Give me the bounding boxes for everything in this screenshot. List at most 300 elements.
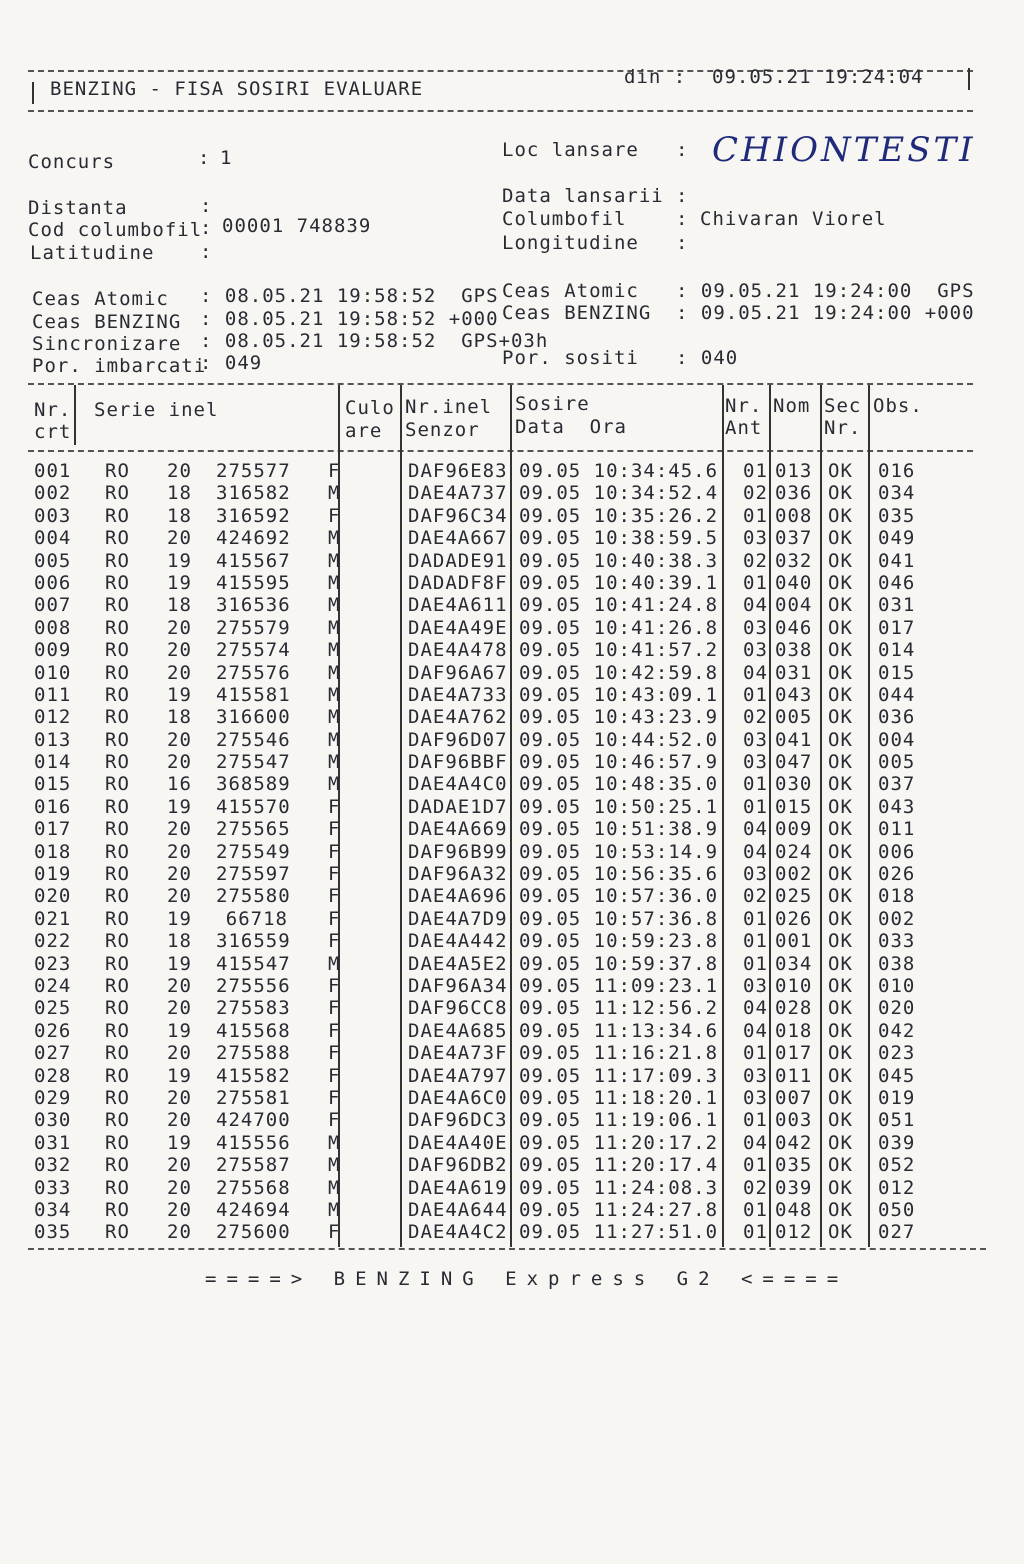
- cell-serie-an: 20: [167, 728, 192, 751]
- cell-serie-tara: RO: [105, 661, 130, 684]
- ceas-atomic-left-value: : 08.05.21 19:58:52 GPS: [200, 285, 499, 307]
- cell-sec-nr: OK: [828, 728, 853, 751]
- cell-nr-inel-senzor: DAE4A685: [408, 1019, 508, 1042]
- cell-serie-tara: RO: [105, 683, 130, 706]
- cell-sec-nr: OK: [828, 818, 853, 841]
- cell-sosire-data-ora: 09.05 10:41:57.2: [519, 639, 719, 662]
- cell-sex: F: [328, 863, 341, 886]
- cell-nom: 012: [775, 1221, 813, 1244]
- cell-serie-an: 18: [167, 504, 192, 527]
- cell-nr-crt: 032: [34, 1154, 72, 1177]
- cell-serie-numar: 275597: [216, 863, 291, 886]
- table-row: [30, 729, 980, 751]
- cell-serie-tara: RO: [105, 1042, 130, 1065]
- cell-serie-an: 18: [167, 594, 192, 617]
- cell-sex: M: [328, 594, 341, 617]
- cell-sec-nr: OK: [828, 1131, 853, 1154]
- printer-footer: ====> BENZING Express G2 <====: [205, 1268, 849, 1290]
- header-sec-nr: Nr.: [824, 417, 862, 439]
- cell-serie-numar: 275577: [216, 460, 291, 482]
- cell-nr-crt: 016: [34, 795, 72, 818]
- cell-nom: 041: [775, 728, 813, 751]
- cell-sosire-data-ora: 09.05 10:59:23.8: [519, 930, 719, 953]
- cell-serie-numar: 316600: [216, 706, 291, 729]
- cell-sex: M: [328, 728, 341, 751]
- concurs-label: Concurs: [28, 151, 116, 173]
- cell-nr-ant: 01: [743, 683, 768, 706]
- col-sep-crt-header: [74, 385, 76, 445]
- cell-nr-inel-senzor: DAE4A669: [408, 818, 508, 841]
- table-row: [30, 997, 980, 1019]
- cell-nr-inel-senzor: DAF96A67: [408, 661, 508, 684]
- cell-serie-an: 19: [167, 795, 192, 818]
- cell-serie-tara: RO: [105, 482, 130, 505]
- cell-nr-inel-senzor: DAE4A5E2: [408, 952, 508, 975]
- cell-sex: M: [328, 482, 341, 505]
- cell-sex: F: [328, 1042, 341, 1065]
- cell-sex: M: [328, 549, 341, 572]
- cell-obs: 014: [878, 639, 916, 662]
- cell-nr-inel-senzor: DADAE1D7: [408, 795, 508, 818]
- cell-sex: F: [328, 997, 341, 1020]
- header-sec: Sec: [824, 395, 862, 417]
- cell-nr-ant: 03: [743, 616, 768, 639]
- cell-serie-an: 20: [167, 863, 192, 886]
- cell-serie-numar: 275576: [216, 661, 291, 684]
- cell-sex: M: [328, 952, 341, 975]
- cell-sex: F: [328, 930, 341, 953]
- header-ant: Ant: [725, 417, 763, 439]
- cell-sec-nr: OK: [828, 751, 853, 774]
- table-row: [30, 1132, 980, 1154]
- cell-nom: 003: [775, 1109, 813, 1132]
- table-bottom-border: [28, 1248, 986, 1250]
- cell-nr-inel-senzor: DAE4A667: [408, 527, 508, 550]
- cell-sec-nr: OK: [828, 683, 853, 706]
- header-nr: Nr.: [34, 399, 72, 421]
- cell-nom: 017: [775, 1042, 813, 1065]
- cell-sosire-data-ora: 09.05 11:16:21.8: [519, 1042, 719, 1065]
- cell-nr-ant: 04: [743, 594, 768, 617]
- ceas-atomic-right-value: : 09.05.21 19:24:00 GPS: [676, 280, 975, 302]
- cell-nr-crt: 017: [34, 818, 72, 841]
- cell-sec-nr: OK: [828, 1109, 853, 1132]
- table-row: [30, 1199, 980, 1221]
- table-row: [30, 1087, 980, 1109]
- cell-serie-an: 20: [167, 1221, 192, 1244]
- header-nr-ant: Nr.: [725, 395, 763, 417]
- cell-nom: 031: [775, 661, 813, 684]
- cell-nom: 030: [775, 773, 813, 796]
- cell-obs: 017: [878, 616, 916, 639]
- cell-sec-nr: OK: [828, 974, 853, 997]
- cell-serie-an: 20: [167, 460, 192, 482]
- cell-sec-nr: OK: [828, 616, 853, 639]
- table-row: [30, 1154, 980, 1176]
- header-serie-inel: Serie inel: [94, 399, 219, 421]
- cell-serie-an: 19: [167, 571, 192, 594]
- table-row: [30, 572, 980, 594]
- cell-obs: 019: [878, 1086, 916, 1109]
- cell-nr-ant: 01: [743, 460, 768, 482]
- cell-serie-tara: RO: [105, 751, 130, 774]
- cell-sec-nr: OK: [828, 795, 853, 818]
- cell-nom: 043: [775, 683, 813, 706]
- table-row: [30, 639, 980, 661]
- cell-nom: 024: [775, 840, 813, 863]
- cell-serie-numar: 424694: [216, 1198, 291, 1221]
- table-row: [30, 930, 980, 952]
- cell-sec-nr: OK: [828, 460, 853, 482]
- cell-serie-numar: 316559: [216, 930, 291, 953]
- cell-nr-ant: 04: [743, 661, 768, 684]
- header-data-ora: Data Ora: [515, 416, 627, 438]
- loc-lansare-handwritten: CHIONTESTI: [712, 130, 976, 170]
- cell-serie-tara: RO: [105, 907, 130, 930]
- cell-serie-tara: RO: [105, 997, 130, 1020]
- cell-nr-ant: 02: [743, 885, 768, 908]
- cell-nr-inel-senzor: DAF96CC8: [408, 997, 508, 1020]
- cell-sec-nr: OK: [828, 1019, 853, 1042]
- cell-sosire-data-ora: 09.05 10:44:52.0: [519, 728, 719, 751]
- cell-serie-an: 20: [167, 974, 192, 997]
- cell-serie-tara: RO: [105, 549, 130, 572]
- cell-sec-nr: OK: [828, 504, 853, 527]
- cell-serie-numar: 275565: [216, 818, 291, 841]
- header-are: are: [345, 420, 383, 442]
- cell-obs: 023: [878, 1042, 916, 1065]
- cell-serie-numar: 275581: [216, 1086, 291, 1109]
- cell-obs: 015: [878, 661, 916, 684]
- cell-serie-an: 18: [167, 706, 192, 729]
- cell-nr-ant: 03: [743, 863, 768, 886]
- cell-serie-numar: 415582: [216, 1064, 291, 1087]
- cell-obs: 034: [878, 482, 916, 505]
- cell-obs: 045: [878, 1064, 916, 1087]
- cell-sec-nr: OK: [828, 930, 853, 953]
- cell-serie-an: 20: [167, 1176, 192, 1199]
- table-header-separator: [28, 450, 973, 452]
- header-bottom-border: [28, 110, 973, 112]
- cell-sex: F: [328, 795, 341, 818]
- cell-nr-crt: 011: [34, 683, 72, 706]
- header-right-pipe: [968, 68, 970, 90]
- cell-serie-an: 16: [167, 773, 192, 796]
- cell-obs: 042: [878, 1019, 916, 1042]
- cell-nom: 034: [775, 952, 813, 975]
- cell-nr-crt: 033: [34, 1176, 72, 1199]
- cell-obs: 033: [878, 930, 916, 953]
- cell-nr-crt: 026: [34, 1019, 72, 1042]
- cell-sosire-data-ora: 09.05 10:57:36.0: [519, 885, 719, 908]
- cell-nom: 039: [775, 1176, 813, 1199]
- cell-sec-nr: OK: [828, 594, 853, 617]
- cell-serie-tara: RO: [105, 527, 130, 550]
- cell-nr-crt: 034: [34, 1198, 72, 1221]
- table-row: [30, 975, 980, 997]
- cell-serie-tara: RO: [105, 840, 130, 863]
- cell-nr-crt: 006: [34, 571, 72, 594]
- table-row: [30, 1177, 980, 1199]
- distanta-sep: :: [200, 195, 213, 217]
- cell-serie-numar: 415581: [216, 683, 291, 706]
- cell-nr-crt: 007: [34, 594, 72, 617]
- cell-sex: M: [328, 706, 341, 729]
- header-culo: Culo: [345, 397, 395, 419]
- cell-serie-tara: RO: [105, 1154, 130, 1177]
- cell-sosire-data-ora: 09.05 11:27:51.0: [519, 1221, 719, 1244]
- cell-nr-ant: 04: [743, 997, 768, 1020]
- cell-nr-crt: 024: [34, 974, 72, 997]
- cell-sex: M: [328, 1198, 341, 1221]
- cell-nr-ant: 03: [743, 751, 768, 774]
- cell-obs: 049: [878, 527, 916, 550]
- cell-nr-crt: 030: [34, 1109, 72, 1132]
- cell-nr-inel-senzor: DAF96DC3: [408, 1109, 508, 1132]
- cell-sec-nr: OK: [828, 840, 853, 863]
- cell-serie-tara: RO: [105, 795, 130, 818]
- din-label: din :: [624, 66, 687, 88]
- cell-nr-inel-senzor: DADADE91: [408, 549, 508, 572]
- cell-nr-ant: 02: [743, 706, 768, 729]
- cell-sosire-data-ora: 09.05 11:18:20.1: [519, 1086, 719, 1109]
- cell-obs: 043: [878, 795, 916, 818]
- cell-nr-crt: 010: [34, 661, 72, 684]
- cell-nr-ant: 04: [743, 1131, 768, 1154]
- cell-serie-an: 20: [167, 527, 192, 550]
- cell-serie-tara: RO: [105, 863, 130, 886]
- cell-nr-crt: 022: [34, 930, 72, 953]
- por-sositi-value: : 040: [676, 347, 739, 369]
- cell-serie-an: 20: [167, 1109, 192, 1132]
- cell-nom: 025: [775, 885, 813, 908]
- por-sositi-label: Por. sositi: [502, 347, 639, 369]
- cell-sec-nr: OK: [828, 549, 853, 572]
- cell-nom: 005: [775, 706, 813, 729]
- cell-sex: F: [328, 1221, 341, 1244]
- cell-serie-tara: RO: [105, 1198, 130, 1221]
- cell-nr-inel-senzor: DAF96D07: [408, 728, 508, 751]
- cell-nom: 028: [775, 997, 813, 1020]
- cell-sex: M: [328, 1131, 341, 1154]
- cell-nom: 008: [775, 504, 813, 527]
- sincronizare-value: : 08.05.21 19:58:52 GPS+03h: [200, 330, 549, 352]
- cell-sex: F: [328, 885, 341, 908]
- cell-obs: 027: [878, 1221, 916, 1244]
- ceas-benzing-left-label: Ceas BENZING: [32, 311, 182, 333]
- cell-sex: M: [328, 571, 341, 594]
- cell-sosire-data-ora: 09.05 10:41:26.8: [519, 616, 719, 639]
- cell-sec-nr: OK: [828, 1198, 853, 1221]
- cell-nr-crt: 003: [34, 504, 72, 527]
- cell-sex: M: [328, 1154, 341, 1177]
- table-row: [30, 1042, 980, 1064]
- cell-serie-tara: RO: [105, 571, 130, 594]
- table-row: [30, 908, 980, 930]
- cell-serie-numar: 275546: [216, 728, 291, 751]
- cell-serie-an: 20: [167, 885, 192, 908]
- table-row: [30, 773, 980, 795]
- cell-obs: 039: [878, 1131, 916, 1154]
- loc-lansare-sep: :: [676, 139, 689, 161]
- cell-sec-nr: OK: [828, 706, 853, 729]
- cell-nr-inel-senzor: DAE4A442: [408, 930, 508, 953]
- cell-nr-crt: 005: [34, 549, 72, 572]
- cell-nr-crt: 035: [34, 1221, 72, 1244]
- cell-serie-tara: RO: [105, 1019, 130, 1042]
- cell-nr-ant: 02: [743, 482, 768, 505]
- cell-serie-numar: 275580: [216, 885, 291, 908]
- cell-sosire-data-ora: 09.05 11:12:56.2: [519, 997, 719, 1020]
- latitudine-label: Latitudine: [30, 242, 155, 264]
- cell-nr-ant: 01: [743, 773, 768, 796]
- cell-nr-ant: 02: [743, 1176, 768, 1199]
- cell-serie-tara: RO: [105, 818, 130, 841]
- cod-columbofil-value: 00001 748839: [222, 215, 372, 237]
- cell-nr-crt: 025: [34, 997, 72, 1020]
- cell-obs: 010: [878, 974, 916, 997]
- cell-serie-an: 20: [167, 1154, 192, 1177]
- cell-serie-an: 20: [167, 639, 192, 662]
- cell-sec-nr: OK: [828, 1176, 853, 1199]
- cell-serie-an: 19: [167, 907, 192, 930]
- distanta-label: Distanta: [28, 197, 128, 219]
- cell-nom: 036: [775, 482, 813, 505]
- table-row: [30, 662, 980, 684]
- cell-serie-numar: 368589: [216, 773, 291, 796]
- cell-sec-nr: OK: [828, 661, 853, 684]
- cod-columbofil-sep: :: [200, 217, 213, 239]
- cell-obs: 016: [878, 460, 916, 482]
- cell-sex: F: [328, 460, 341, 482]
- cell-serie-numar: 275579: [216, 616, 291, 639]
- cell-nom: 011: [775, 1064, 813, 1087]
- cell-nr-ant: 03: [743, 527, 768, 550]
- cell-sex: F: [328, 974, 341, 997]
- cell-nr-ant: 03: [743, 974, 768, 997]
- table-row: [30, 863, 980, 885]
- cell-obs: 050: [878, 1198, 916, 1221]
- table-row: [30, 953, 980, 975]
- cell-nr-ant: 01: [743, 952, 768, 975]
- cell-obs: 046: [878, 571, 916, 594]
- cell-nr-crt: 028: [34, 1064, 72, 1087]
- table-row: [30, 482, 980, 504]
- cell-sec-nr: OK: [828, 1221, 853, 1244]
- cell-serie-tara: RO: [105, 460, 130, 482]
- cell-sex: M: [328, 751, 341, 774]
- cell-serie-tara: RO: [105, 1176, 130, 1199]
- cell-serie-numar: 66718: [225, 907, 288, 930]
- cell-nr-inel-senzor: DAF96A34: [408, 974, 508, 997]
- cell-sosire-data-ora: 09.05 10:57:36.8: [519, 907, 719, 930]
- cell-sosire-data-ora: 09.05 11:19:06.1: [519, 1109, 719, 1132]
- cell-nom: 002: [775, 863, 813, 886]
- cell-nr-inel-senzor: DAF96E83: [408, 460, 508, 482]
- arrivals-table-body: [30, 460, 980, 1244]
- cell-serie-tara: RO: [105, 594, 130, 617]
- cell-nr-ant: 01: [743, 907, 768, 930]
- cell-sosire-data-ora: 09.05 10:59:37.8: [519, 952, 719, 975]
- cell-sex: F: [328, 907, 341, 930]
- cell-serie-numar: 275568: [216, 1176, 291, 1199]
- cell-nr-ant: 03: [743, 728, 768, 751]
- cell-sex: F: [328, 840, 341, 863]
- table-row: [30, 1109, 980, 1131]
- cell-serie-tara: RO: [105, 1064, 130, 1087]
- longitudine-sep: :: [676, 232, 689, 254]
- ceas-benzing-right-label: Ceas BENZING: [502, 302, 652, 324]
- cell-sec-nr: OK: [828, 1154, 853, 1177]
- cell-nom: 047: [775, 751, 813, 774]
- cell-nr-inel-senzor: DAE4A644: [408, 1198, 508, 1221]
- cell-sex: M: [328, 661, 341, 684]
- cell-nr-crt: 013: [34, 728, 72, 751]
- table-row: [30, 1020, 980, 1042]
- cell-sex: F: [328, 1019, 341, 1042]
- cell-serie-numar: 415568: [216, 1019, 291, 1042]
- cell-nr-inel-senzor: DAE4A733: [408, 683, 508, 706]
- cell-sosire-data-ora: 09.05 11:09:23.1: [519, 974, 719, 997]
- cell-serie-numar: 415556: [216, 1131, 291, 1154]
- cell-sosire-data-ora: 09.05 10:40:38.3: [519, 549, 719, 572]
- cell-sec-nr: OK: [828, 482, 853, 505]
- cell-serie-numar: 415567: [216, 549, 291, 572]
- columbofil-sep: :: [676, 208, 689, 230]
- cell-sosire-data-ora: 09.05 10:48:35.0: [519, 773, 719, 796]
- cell-nr-ant: 01: [743, 795, 768, 818]
- cell-serie-an: 19: [167, 1019, 192, 1042]
- cell-obs: 005: [878, 751, 916, 774]
- cell-nr-ant: 03: [743, 1086, 768, 1109]
- columbofil-label: Columbofil: [502, 208, 627, 230]
- cell-serie-numar: 316582: [216, 482, 291, 505]
- cell-serie-numar: 316592: [216, 504, 291, 527]
- cell-serie-numar: 275588: [216, 1042, 291, 1065]
- cell-nom: 013: [775, 460, 813, 482]
- cell-nr-crt: 020: [34, 885, 72, 908]
- longitudine-label: Longitudine: [502, 232, 639, 254]
- ceas-atomic-left-label: Ceas Atomic: [32, 288, 169, 310]
- cell-sec-nr: OK: [828, 863, 853, 886]
- cell-serie-tara: RO: [105, 1131, 130, 1154]
- header-nom: Nom: [773, 395, 811, 417]
- table-row: [30, 796, 980, 818]
- header-senzor: Senzor: [405, 419, 480, 441]
- cell-nr-ant: 04: [743, 1019, 768, 1042]
- cell-sosire-data-ora: 09.05 11:24:27.8: [519, 1198, 719, 1221]
- cell-serie-numar: 424700: [216, 1109, 291, 1132]
- cell-nom: 004: [775, 594, 813, 617]
- cell-nr-crt: 014: [34, 751, 72, 774]
- cell-obs: 026: [878, 863, 916, 886]
- cell-serie-an: 19: [167, 549, 192, 572]
- table-row: [30, 841, 980, 863]
- cell-serie-an: 20: [167, 751, 192, 774]
- cell-serie-tara: RO: [105, 639, 130, 662]
- cell-nr-ant: 01: [743, 1198, 768, 1221]
- cell-sex: F: [328, 1064, 341, 1087]
- cell-nr-ant: 04: [743, 818, 768, 841]
- ceas-benzing-left-value: : 08.05.21 19:58:52 +000: [200, 308, 499, 330]
- cell-sosire-data-ora: 09.05 11:20:17.2: [519, 1131, 719, 1154]
- cell-serie-an: 19: [167, 1064, 192, 1087]
- cell-sosire-data-ora: 09.05 10:46:57.9: [519, 751, 719, 774]
- cell-nr-ant: 01: [743, 504, 768, 527]
- cell-serie-tara: RO: [105, 952, 130, 975]
- cell-nr-crt: 021: [34, 907, 72, 930]
- cell-serie-an: 20: [167, 1198, 192, 1221]
